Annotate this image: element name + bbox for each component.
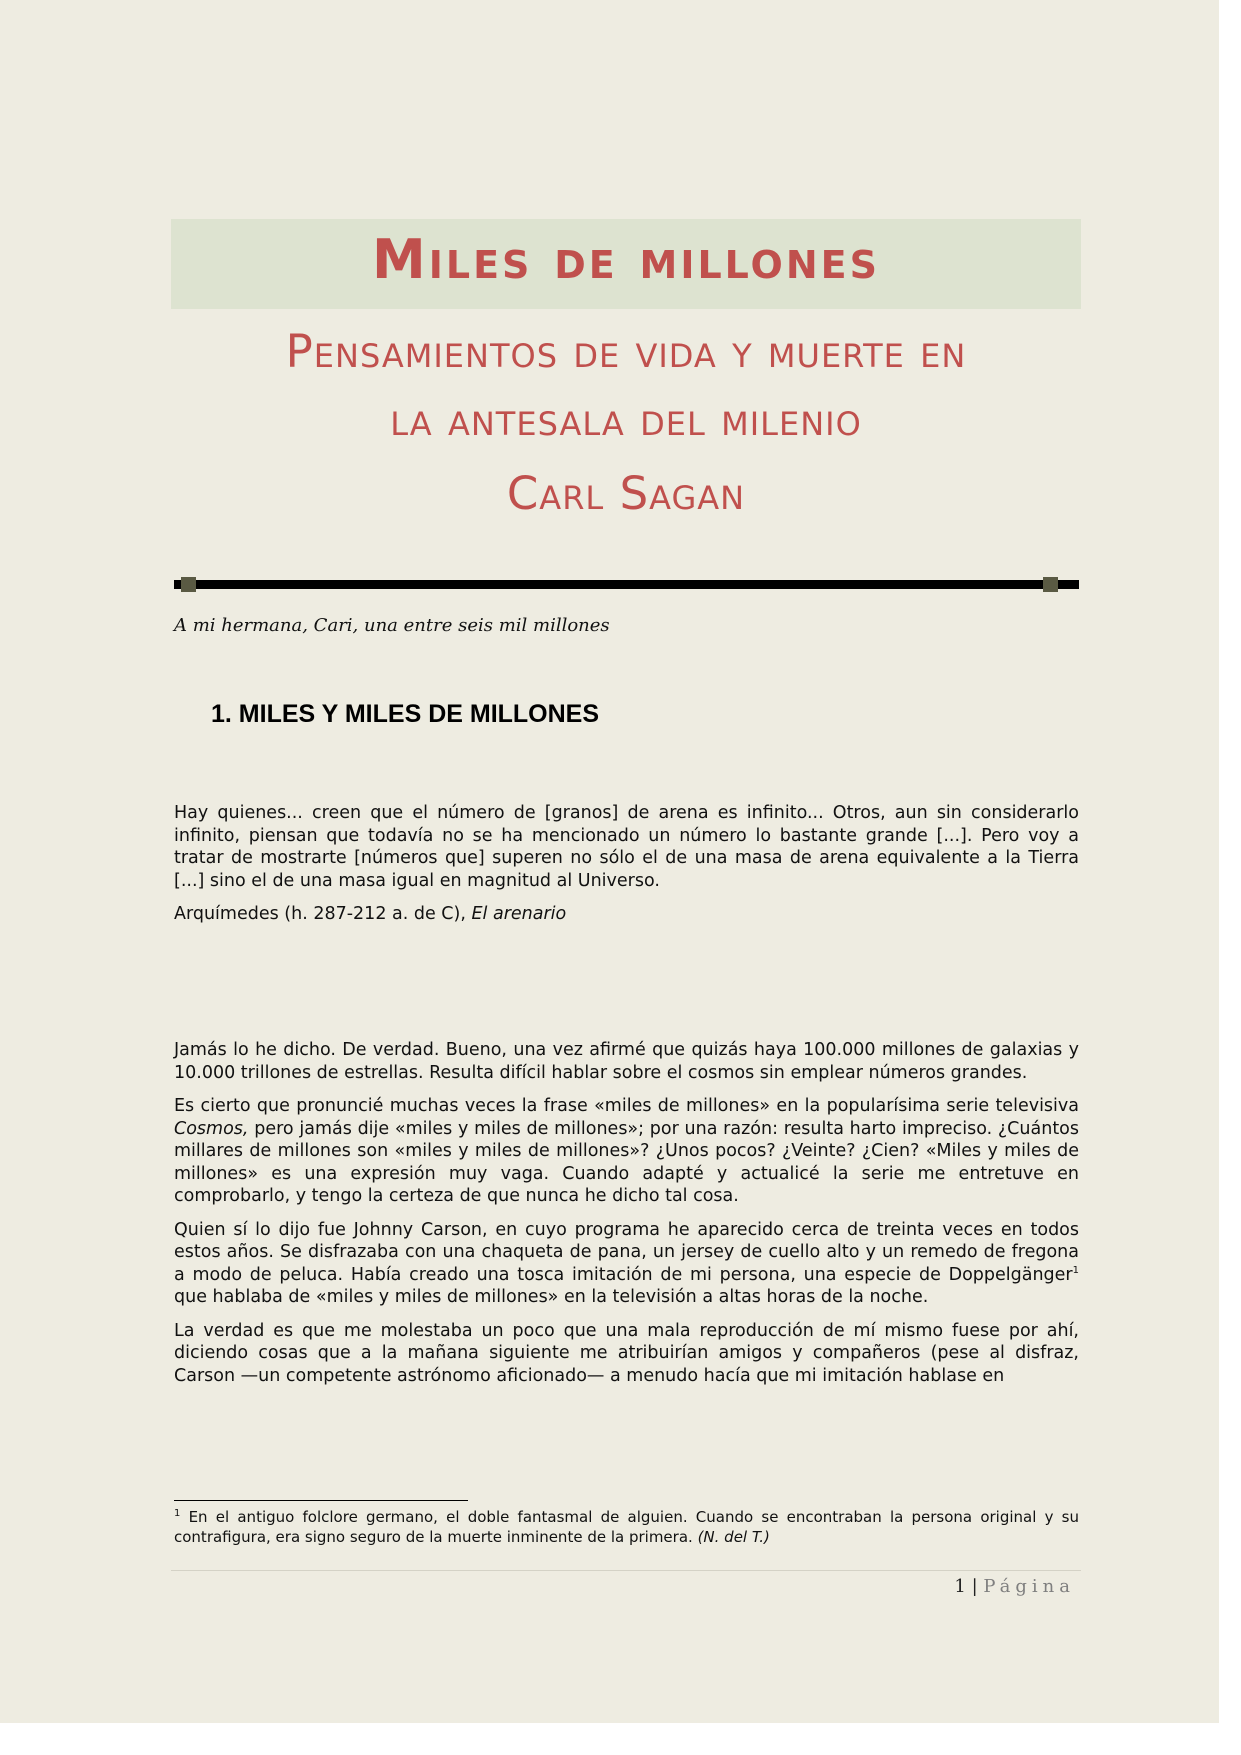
paragraph: La verdad es que me molestaba un poco que una mala reproducción de mí mismo fuese por ahí, diciendo cosas que a la mañana siguiente me atribuirían amigos y compañeros (pese al disfraz, Carson —un competente astrónomo aficionado— a menudo hacía que mi imitación hablase en bbox=[174, 1320, 1079, 1386]
epigraph bbox=[174, 802, 1079, 937]
footer-divider bbox=[171, 1570, 1081, 1571]
footnote-separator bbox=[174, 1500, 468, 1501]
series-title: Cosmos, bbox=[174, 1118, 249, 1139]
page-number-value: 1 bbox=[954, 1576, 966, 1597]
footnote-text: En el antiguo folclore germano, el doble fantasmal de alguien. Cuando se encontraban la persona original y su contrafigura, era signo seguro de la muerte inminente de la primera. bbox=[174, 1508, 1079, 1546]
paragraph-text: Quien sí lo dijo fue Johnny Carson, en cuyo programa he aparecido cerca de treinta veces en todos estos años. Se disfrazaba con una chaqueta de pana, un jersey de cuello alto y un remedo de fregona a modo de peluca. Había creado una tosca imitación de mi persona, una especie de Doppelgänger bbox=[174, 1219, 1079, 1285]
title-divider bbox=[174, 580, 1079, 589]
subtitle-line-2: la antesala del milenio bbox=[390, 393, 862, 446]
book-title: Miles de millones bbox=[372, 228, 880, 291]
book-subtitle bbox=[171, 318, 1081, 454]
paragraph-text: pero jamás dije «miles y miles de millones»; por una razón: resulta harto impreciso. ¿Cuántos millares de millones son «miles y miles de millones»? ¿Unos pocos? ¿Veinte? ¿Cien? «Miles y miles de millones» es una expresión muy vaga. Cuando adapté y actualicé la serie me entretuve en comprobarlo, y tengo la certeza de que nunca he dicho tal cosa. bbox=[174, 1118, 1079, 1206]
dedication: A mi hermana, Cari, una entre seis mil millones bbox=[174, 615, 610, 636]
footnote-reference[interactable]: 1 bbox=[1072, 1264, 1079, 1276]
page-number-separator: | bbox=[965, 1576, 984, 1597]
paragraph: Jamás lo he dicho. De verdad. Bueno, una vez afirmé que quizás haya 100.000 millones de galaxias y 10.000 trillones de estrellas. Resulta difícil hablar sobre el cosmos sin emplear números grandes. bbox=[174, 1040, 1079, 1083]
paragraph bbox=[174, 1095, 1079, 1208]
main-text bbox=[174, 1039, 1079, 1398]
page-label: Página bbox=[983, 1576, 1075, 1597]
footnote bbox=[174, 1507, 1079, 1547]
divider-left-cap bbox=[181, 577, 196, 592]
epigraph-attribution bbox=[174, 903, 1079, 926]
divider-right-cap bbox=[1043, 577, 1058, 592]
translator-note: (N. del T.) bbox=[697, 1528, 770, 1546]
author-name: Carl Sagan bbox=[506, 467, 746, 520]
epigraph-text: Hay quienes... creen que el número de [granos] de arena es infinito... Otros, aun sin considerarlo infinito, piensan que todavía no se ha mencionado un número lo bastante grande [...]. Pero voy a tratar de mostrarte [números que] superen no sólo el de una masa de arena equivalente a la Tierra [...] sino el de una masa igual en magnitud al Universo. bbox=[174, 803, 1079, 891]
attribution-work: El arenario bbox=[471, 904, 567, 924]
footnote-marker: 1 bbox=[174, 1508, 181, 1519]
attribution-author: Arquímedes (h. 287-212 a. de C), bbox=[174, 904, 472, 924]
subtitle-line-1: Pensamientos de vida y muerte en bbox=[285, 325, 967, 378]
chapter-heading: 1. MILES Y MILES DE MILLONES bbox=[211, 700, 600, 728]
paragraph bbox=[174, 1219, 1079, 1309]
page-number bbox=[954, 1576, 1075, 1597]
paragraph-text: que hablaba de «miles y miles de millones» en la televisión a altas horas de la noche. bbox=[174, 1287, 929, 1307]
paragraph-text: Es cierto que pronuncié muchas veces la frase «miles de millones» en la popularísima serie televisiva bbox=[174, 1096, 1079, 1116]
